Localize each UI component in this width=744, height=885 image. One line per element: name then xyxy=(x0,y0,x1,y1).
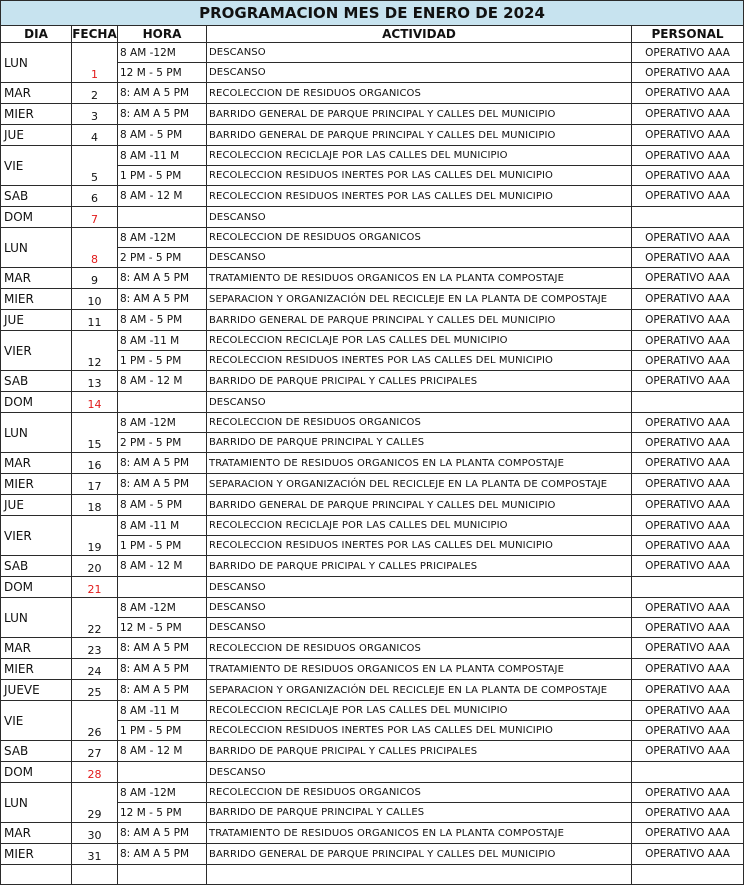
table-row xyxy=(1,43,744,63)
table-row xyxy=(1,577,744,598)
staff-cell: OPERATIVO AAA xyxy=(632,248,744,268)
staff-cell: OPERATIVO AAA xyxy=(632,741,744,762)
date-cell: 9 xyxy=(72,268,118,289)
activity-cell: BARRIDO DE PARQUE PRINCIPAL Y CALLES xyxy=(207,433,632,453)
table-row xyxy=(1,659,744,680)
activity-cell: DESCANSO xyxy=(207,598,632,618)
table-row xyxy=(1,228,744,248)
empty-row xyxy=(1,865,744,885)
table-row xyxy=(1,289,744,310)
day-cell: LUN xyxy=(1,43,72,83)
activity-cell: RECOLECCION RESIDUOS INERTES POR LAS CALLES DEL MUNICIPIO xyxy=(207,166,632,186)
day-cell: MIER xyxy=(1,659,72,680)
staff-cell: OPERATIVO AAA xyxy=(632,104,744,125)
staff-cell: OPERATIVO AAA xyxy=(632,83,744,104)
staff-cell: OPERATIVO AAA xyxy=(632,474,744,495)
table-row xyxy=(1,207,744,228)
table-row xyxy=(1,310,744,331)
table-row xyxy=(1,125,744,146)
date-cell: 12 xyxy=(72,331,118,371)
activity-cell: DESCANSO xyxy=(207,392,632,413)
day-cell: JUEVE xyxy=(1,680,72,701)
table-row xyxy=(1,783,744,803)
staff-cell: OPERATIVO AAA xyxy=(632,783,744,803)
time-cell: 8 AM -12M xyxy=(118,598,207,618)
activity-cell: BARRIDO DE PARQUE PRINCIPAL Y CALLES xyxy=(207,803,632,823)
time-cell: 8: AM A 5 PM xyxy=(118,680,207,701)
activity-cell: RECOLECCION RECICLAJE POR LAS CALLES DEL MUNICIPIO xyxy=(207,516,632,536)
empty-cell xyxy=(118,865,207,885)
day-cell: DOM xyxy=(1,577,72,598)
table-row xyxy=(1,186,744,207)
activity-cell: RECOLECCION RECICLAJE POR LAS CALLES DEL MUNICIPIO xyxy=(207,146,632,166)
date-cell: 31 xyxy=(72,844,118,865)
empty-cell xyxy=(72,865,118,885)
staff-cell: OPERATIVO AAA xyxy=(632,166,744,186)
activity-cell: DESCANSO xyxy=(207,577,632,598)
activity-cell: BARRIDO GENERAL DE PARQUE PRINCIPAL Y CALLES DEL MUNICIPIO xyxy=(207,310,632,331)
time-cell: 2 PM - 5 PM xyxy=(118,433,207,453)
day-cell: SAB xyxy=(1,186,72,207)
time-cell: 8 AM -12M xyxy=(118,783,207,803)
staff-cell: OPERATIVO AAA xyxy=(632,289,744,310)
day-cell: MIER xyxy=(1,844,72,865)
table-row xyxy=(1,598,744,618)
time-cell: 8 AM - 12 M xyxy=(118,741,207,762)
activity-cell: DESCANSO xyxy=(207,618,632,638)
activity-cell: BARRIDO GENERAL DE PARQUE PRINCIPAL Y CALLES DEL MUNICIPIO xyxy=(207,844,632,865)
day-cell: MAR xyxy=(1,823,72,844)
time-cell: 8: AM A 5 PM xyxy=(118,823,207,844)
activity-cell: RECOLECCION DE RESIDUOS ORGANICOS xyxy=(207,228,632,248)
table-row xyxy=(1,680,744,701)
header-personal: PERSONAL xyxy=(632,26,744,43)
day-cell: LUN xyxy=(1,598,72,638)
activity-cell: TRATAMIENTO DE RESIDUOS ORGANICOS EN LA PLANTA COMPOSTAJE xyxy=(207,659,632,680)
staff-cell: OPERATIVO AAA xyxy=(632,413,744,433)
date-cell: 21 xyxy=(72,577,118,598)
activity-cell: TRATAMIENTO DE RESIDUOS ORGANICOS EN LA PLANTA COMPOSTAJE xyxy=(207,453,632,474)
day-cell: MIER xyxy=(1,474,72,495)
time-cell: 8 AM -11 M xyxy=(118,701,207,721)
activity-cell: RECOLECCION RESIDUOS INERTES POR LAS CALLES DEL MUNICIPIO xyxy=(207,186,632,207)
staff-cell: OPERATIVO AAA xyxy=(632,186,744,207)
time-cell: 8 AM - 5 PM xyxy=(118,310,207,331)
table-row xyxy=(1,331,744,351)
activity-cell: DESCANSO xyxy=(207,762,632,783)
time-cell: 12 M - 5 PM xyxy=(118,803,207,823)
activity-cell: SEPARACION Y ORGANIZACIÓN DEL RECICLEJE EN LA PLANTA DE COMPOSTAJE xyxy=(207,680,632,701)
table-row xyxy=(1,741,744,762)
staff-cell: OPERATIVO AAA xyxy=(632,598,744,618)
activity-cell: SEPARACION Y ORGANIZACIÓN DEL RECICLEJE EN LA PLANTA DE COMPOSTAJE xyxy=(207,289,632,310)
staff-cell: OPERATIVO AAA xyxy=(632,618,744,638)
activity-cell: RECOLECCION RESIDUOS INERTES POR LAS CALLES DEL MUNICIPIO xyxy=(207,536,632,556)
date-cell: 1 xyxy=(72,43,118,83)
staff-cell: OPERATIVO AAA xyxy=(632,63,744,83)
time-cell: 8: AM A 5 PM xyxy=(118,453,207,474)
activity-cell: DESCANSO xyxy=(207,43,632,63)
activity-cell: RECOLECCION RECICLAJE POR LAS CALLES DEL MUNICIPIO xyxy=(207,701,632,721)
date-cell: 22 xyxy=(72,598,118,638)
date-cell: 17 xyxy=(72,474,118,495)
day-cell: LUN xyxy=(1,783,72,823)
staff-cell: OPERATIVO AAA xyxy=(632,268,744,289)
time-cell: 1 PM - 5 PM xyxy=(118,721,207,741)
time-cell: 12 M - 5 PM xyxy=(118,63,207,83)
time-cell: 8 AM -11 M xyxy=(118,516,207,536)
table-row xyxy=(1,638,744,659)
date-cell: 7 xyxy=(72,207,118,228)
staff-cell: OPERATIVO AAA xyxy=(632,803,744,823)
day-cell: DOM xyxy=(1,392,72,413)
staff-cell xyxy=(632,762,744,783)
activity-cell: DESCANSO xyxy=(207,63,632,83)
date-cell: 5 xyxy=(72,146,118,186)
time-cell xyxy=(118,762,207,783)
title-row xyxy=(1,1,744,26)
day-cell: VIE xyxy=(1,701,72,741)
table-row xyxy=(1,104,744,125)
staff-cell: OPERATIVO AAA xyxy=(632,516,744,536)
staff-cell: OPERATIVO AAA xyxy=(632,43,744,63)
activity-cell: BARRIDO DE PARQUE PRICIPAL Y CALLES PRICIPALES xyxy=(207,741,632,762)
table-row xyxy=(1,762,744,783)
date-cell: 30 xyxy=(72,823,118,844)
day-cell: SAB xyxy=(1,556,72,577)
header-actividad: ACTIVIDAD xyxy=(207,26,632,43)
staff-cell: OPERATIVO AAA xyxy=(632,125,744,146)
staff-cell xyxy=(632,392,744,413)
time-cell: 8: AM A 5 PM xyxy=(118,104,207,125)
time-cell: 8 AM - 12 M xyxy=(118,556,207,577)
day-cell: SAB xyxy=(1,741,72,762)
staff-cell: OPERATIVO AAA xyxy=(632,331,744,351)
activity-cell: SEPARACION Y ORGANIZACIÓN DEL RECICLEJE EN LA PLANTA DE COMPOSTAJE xyxy=(207,474,632,495)
time-cell: 8 AM - 5 PM xyxy=(118,125,207,146)
activity-cell: RECOLECCION DE RESIDUOS ORGANICOS xyxy=(207,638,632,659)
activity-cell: TRATAMIENTO DE RESIDUOS ORGANICOS EN LA PLANTA COMPOSTAJE xyxy=(207,823,632,844)
date-cell: 24 xyxy=(72,659,118,680)
time-cell: 1 PM - 5 PM xyxy=(118,351,207,371)
activity-cell: BARRIDO GENERAL DE PARQUE PRINCIPAL Y CALLES DEL MUNICIPIO xyxy=(207,495,632,516)
time-cell: 8 AM -11 M xyxy=(118,331,207,351)
empty-cell xyxy=(1,865,72,885)
time-cell xyxy=(118,207,207,228)
table-row xyxy=(1,823,744,844)
schedule-body xyxy=(1,1,744,885)
time-cell: 2 PM - 5 PM xyxy=(118,248,207,268)
staff-cell: OPERATIVO AAA xyxy=(632,536,744,556)
date-cell: 10 xyxy=(72,289,118,310)
table-row xyxy=(1,701,744,721)
date-cell: 2 xyxy=(72,83,118,104)
table-row xyxy=(1,413,744,433)
staff-cell xyxy=(632,577,744,598)
date-cell: 20 xyxy=(72,556,118,577)
time-cell: 8 AM -11 M xyxy=(118,146,207,166)
day-cell: MIER xyxy=(1,104,72,125)
staff-cell: OPERATIVO AAA xyxy=(632,556,744,577)
day-cell: DOM xyxy=(1,762,72,783)
activity-cell: BARRIDO GENERAL DE PARQUE PRINCIPAL Y CALLES DEL MUNICIPIO xyxy=(207,104,632,125)
staff-cell: OPERATIVO AAA xyxy=(632,310,744,331)
day-cell: LUN xyxy=(1,413,72,453)
date-cell: 15 xyxy=(72,413,118,453)
day-cell: JUE xyxy=(1,495,72,516)
day-cell: MAR xyxy=(1,268,72,289)
staff-cell: OPERATIVO AAA xyxy=(632,495,744,516)
activity-cell: BARRIDO DE PARQUE PRICIPAL Y CALLES PRICIPALES xyxy=(207,371,632,392)
time-cell: 8 AM -12M xyxy=(118,413,207,433)
day-cell: MAR xyxy=(1,83,72,104)
activity-cell: RECOLECCION DE RESIDUOS ORGANICOS xyxy=(207,413,632,433)
header-dia: DIA xyxy=(1,26,72,43)
day-cell: SAB xyxy=(1,371,72,392)
day-cell: VIER xyxy=(1,516,72,556)
sheet-title: PROGRAMACION MES DE ENERO DE 2024 xyxy=(1,1,744,26)
activity-cell: RECOLECCION RECICLAJE POR LAS CALLES DEL MUNICIPIO xyxy=(207,331,632,351)
date-cell: 14 xyxy=(72,392,118,413)
empty-cell xyxy=(632,865,744,885)
staff-cell: OPERATIVO AAA xyxy=(632,638,744,659)
date-cell: 28 xyxy=(72,762,118,783)
day-cell: LUN xyxy=(1,228,72,268)
activity-cell: RECOLECCION DE RESIDUOS ORGANICOS xyxy=(207,783,632,803)
date-cell: 26 xyxy=(72,701,118,741)
header-hora: HORA xyxy=(118,26,207,43)
staff-cell xyxy=(632,207,744,228)
day-cell: MAR xyxy=(1,453,72,474)
time-cell: 8: AM A 5 PM xyxy=(118,289,207,310)
table-row xyxy=(1,474,744,495)
table-row xyxy=(1,83,744,104)
activity-cell: RECOLECCION RESIDUOS INERTES POR LAS CALLES DEL MUNICIPIO xyxy=(207,721,632,741)
staff-cell: OPERATIVO AAA xyxy=(632,659,744,680)
staff-cell: OPERATIVO AAA xyxy=(632,453,744,474)
table-row xyxy=(1,453,744,474)
date-cell: 25 xyxy=(72,680,118,701)
header-row xyxy=(1,26,744,43)
date-cell: 13 xyxy=(72,371,118,392)
table-row xyxy=(1,146,744,166)
staff-cell: OPERATIVO AAA xyxy=(632,228,744,248)
activity-cell: BARRIDO GENERAL DE PARQUE PRINCIPAL Y CALLES DEL MUNICIPIO xyxy=(207,125,632,146)
staff-cell: OPERATIVO AAA xyxy=(632,371,744,392)
time-cell: 1 PM - 5 PM xyxy=(118,166,207,186)
date-cell: 18 xyxy=(72,495,118,516)
activity-cell: DESCANSO xyxy=(207,207,632,228)
table-row xyxy=(1,268,744,289)
date-cell: 11 xyxy=(72,310,118,331)
staff-cell: OPERATIVO AAA xyxy=(632,351,744,371)
date-cell: 4 xyxy=(72,125,118,146)
table-row xyxy=(1,556,744,577)
time-cell: 8 AM - 12 M xyxy=(118,371,207,392)
table-row xyxy=(1,392,744,413)
time-cell: 8: AM A 5 PM xyxy=(118,659,207,680)
time-cell: 8 AM - 12 M xyxy=(118,186,207,207)
date-cell: 8 xyxy=(72,228,118,268)
time-cell: 8 AM - 5 PM xyxy=(118,495,207,516)
day-cell: VIER xyxy=(1,331,72,371)
staff-cell: OPERATIVO AAA xyxy=(632,146,744,166)
date-cell: 23 xyxy=(72,638,118,659)
time-cell: 8: AM A 5 PM xyxy=(118,83,207,104)
time-cell xyxy=(118,577,207,598)
time-cell: 8: AM A 5 PM xyxy=(118,638,207,659)
day-cell: VIE xyxy=(1,146,72,186)
activity-cell: BARRIDO DE PARQUE PRICIPAL Y CALLES PRICIPALES xyxy=(207,556,632,577)
activity-cell: RECOLECCION RESIDUOS INERTES POR LAS CALLES DEL MUNICIPIO xyxy=(207,351,632,371)
table-row xyxy=(1,516,744,536)
header-fecha: FECHA xyxy=(72,27,117,41)
date-cell: 29 xyxy=(72,783,118,823)
activity-cell: DESCANSO xyxy=(207,248,632,268)
time-cell: 1 PM - 5 PM xyxy=(118,536,207,556)
day-cell: JUE xyxy=(1,310,72,331)
activity-cell: TRATAMIENTO DE RESIDUOS ORGANICOS EN LA PLANTA COMPOSTAJE xyxy=(207,268,632,289)
activity-cell: RECOLECCION DE RESIDUOS ORGANICOS xyxy=(207,83,632,104)
day-cell: MAR xyxy=(1,638,72,659)
day-cell: JUE xyxy=(1,125,72,146)
staff-cell: OPERATIVO AAA xyxy=(632,721,744,741)
day-cell: DOM xyxy=(1,207,72,228)
date-cell: 6 xyxy=(72,186,118,207)
staff-cell: OPERATIVO AAA xyxy=(632,701,744,721)
time-cell: 8: AM A 5 PM xyxy=(118,844,207,865)
date-cell: 27 xyxy=(72,741,118,762)
day-cell: MIER xyxy=(1,289,72,310)
time-cell: 8: AM A 5 PM xyxy=(118,474,207,495)
time-cell: 12 M - 5 PM xyxy=(118,618,207,638)
time-cell: 8: AM A 5 PM xyxy=(118,268,207,289)
staff-cell: OPERATIVO AAA xyxy=(632,433,744,453)
date-cell: 19 xyxy=(72,516,118,556)
time-cell: 8 AM -12M xyxy=(118,43,207,63)
table-row xyxy=(1,844,744,865)
date-cell: 16 xyxy=(72,453,118,474)
table-row xyxy=(1,495,744,516)
time-cell xyxy=(118,392,207,413)
empty-cell xyxy=(207,865,632,885)
date-cell: 3 xyxy=(72,104,118,125)
time-cell: 8 AM -12M xyxy=(118,228,207,248)
table-row xyxy=(1,371,744,392)
staff-cell: OPERATIVO AAA xyxy=(632,680,744,701)
staff-cell: OPERATIVO AAA xyxy=(632,844,744,865)
staff-cell: OPERATIVO AAA xyxy=(632,823,744,844)
